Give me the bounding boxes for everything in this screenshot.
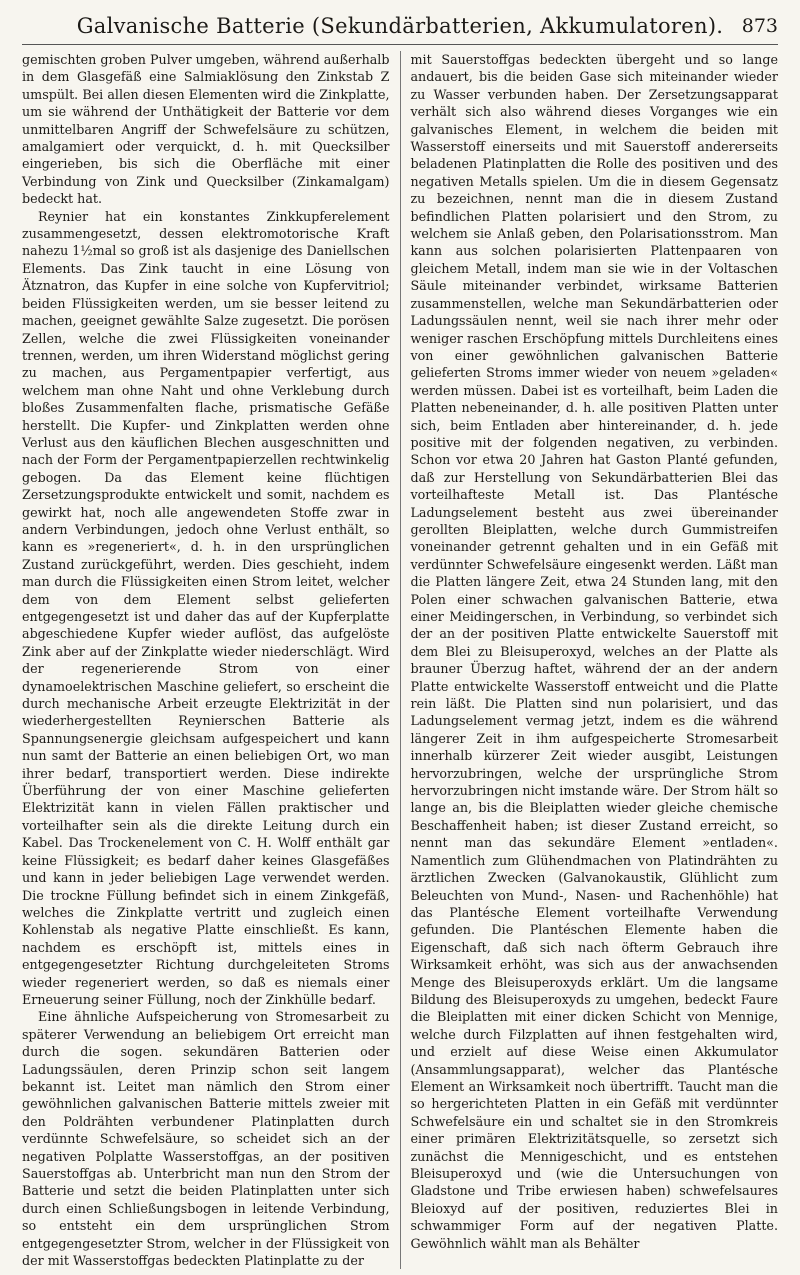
text-columns <box>22 51 778 1269</box>
column-divider <box>400 51 401 1269</box>
right-column <box>410 51 778 1269</box>
running-title: Galvanische Batterie (Sekundärbatterien, Akkumulatoren). <box>76 14 724 38</box>
page-header <box>22 6 778 45</box>
paragraph: mit Sauerstoffgas bedeckten übergeht und so lange andauert, bis die beiden Gase sich miteinander wieder zu Wasser verbunden haben. Der Zersetzungsapparat verhält sich also während dieses Vorganges wie ein galvanisches Element, in welchem die beiden mit Wasserstoff einerseits und mit Sauerstoff andererseits beladenen Platinplatten die Rolle des positiven und des negativen Metalls spielen. Um die in diesem Gegensatz zu bezeichnen, nennt man die in diesem Zustand befindlichen Platten polarisiert und den Strom, zu welchem sie Anlaß geben, den Polarisationsstrom. Man kann aus solchen polarisierten Plattenpaaren von gleichem Metall, indem man sie wie in der Voltaschen Säule miteinander verbindet, wirksame Batterien zusammenstellen, welche man Sekundärbatterien oder Ladungssäulen nennt, weil sie nach ihrer mehr oder weniger raschen Erschöpfung mittels Durchleitens eines von einer gewöhnlichen galvanischen Batterie gelieferten Stroms immer wieder von neuem »geladen« werden müssen. Dabei ist es vorteilhaft, beim Laden die Platten nebeneinander, d. h. alle positiven Platten unter sich, beim Entladen aber hintereinander, d. h. jede positive mit der folgenden negativen, zu verbinden. Schon vor etwa 20 Jahren hat Gaston Planté gefunden, daß zur Herstellung von Sekundärbatterien Blei das vorteilhafteste Metall ist. Das Plantésche Ladungselement besteht aus zwei übereinander gerollten Bleiplatten, welche durch Gummistreifen voneinander getrennt gehalten und in ein Gefäß mit verdünnter Schwefelsäure eingesenkt werden. Läßt man die Platten längere Zeit, etwa 24 Stunden lang, mit den Polen einer schwachen galvanischen Batterie, etwa einer Meidingerschen, in Verbindung, so verbindet sich der an der positiven Platte entwickelte Sauerstoff mit dem Blei zu Bleisuperoxyd, welches an der Platte als brauner Überzug haftet, während der an der andern Platte entwickelte Wasserstoff entweicht und die Platte rein läßt. Die Platten sind nun polarisiert, und das Ladungselement vermag jetzt, indem es die während längerer Zeit in ihm aufgespeicherte Stromesarbeit innerhalb kürzerer Zeit wieder ausgibt, Leistungen hervorzubringen, welche der ursprüngliche Strom hervorzubringen nicht imstande wäre. Der Strom hält so lange an, bis die Bleiplatten wieder gleiche chemische Beschaffenheit haben; ist dieser Zustand erreicht, so nennt man das sekundäre Element »entladen«. Namentlich zum Glühendmachen von Platindrähten zu ärztlichen Zwecken (Galvanokaustik, Glühlicht zum Beleuchten von Mund-, Nasen- und Rachenhöhle) hat das Plantésche Element vorteilhafte Verwendung gefunden. Die Plantéschen Elemente haben die Eigenschaft, daß sich nach öfterm Gebrauch ihre Wirksamkeit erhöht, was sich aus der anwachsenden Menge des Bleisuperoxyds erklärt. Um die langsame Bildung des Bleisuperoxyds zu umgehen, bedeckt Faure die Bleiplatten mit einer dicken Schicht von Mennige, welche durch Filzplatten auf ihnen festgehalten wird, und erzielt auf diese Weise einen Akkumulator (Ansammlungsapparat), welcher das Plantésche Element an Wirksamkeit noch übertrifft. Taucht man die so hergerichteten Platten in ein Gefäß mit verdünnter Schwefelsäure ein und schaltet sie in den Stromkreis einer primären Elektrizitätsquelle, so zersetzt sich zunächst die Mennigeschicht, und es entstehen Bleisuperoxyd und (wie die Untersuchungen von Gladstone und Tribe erwiesen haben) schwefelsaures Bleioxyd auf der positiven, reduziertes Blei in schwammiger Form auf der negativen Platte. Gewöhnlich wählt man als Behälter <box>410 52 778 1251</box>
left-column <box>22 51 390 1269</box>
page-number: 873 <box>741 15 778 37</box>
paragraph: gemischten groben Pulver umgeben, während außerhalb in dem Glasgefäß eine Salmiaklösung den Zinkstab Z umspült. Bei allen diesen Elementen wird die Zinkplatte, um sie während der Unthätigkeit der Batterie vor dem unmittelbaren Angriff der Schwefelsäure zu schützen, amalgamiert oder verquickt, d. h. mit Quecksilber eingerieben, bis sich die Oberfläche mit einer Verbindung von Zink und Quecksilber (Zinkamalgam) bedeckt hat. <box>22 52 390 207</box>
paragraph: Eine ähnliche Aufspeicherung von Stromesarbeit zu späterer Verwendung an beliebigem Ort erreicht man durch die sogen. sekundären Batterien oder Ladungssäulen, deren Prinzip schon seit langem bekannt ist. Leitet man nämlich den Strom einer gewöhnlichen galvanischen Batterie mittels zweier mit den Poldrähten verbundener Platinplatten durch verdünnte Schwefelsäure, so scheidet sich an der negativen Polplatte Wasserstoffgas, an der positiven Sauerstoffgas ab. Unterbricht man nun den Strom der Batterie und setzt die beiden Platinplatten unter sich durch einen Schließungsbogen in leitende Verbindung, so entsteht ein dem ursprünglichen Strom entgegengesetzter Strom, welcher in der Flüssigkeit von der mit Wasserstoffgas bedeckten Platinplatte zu der <box>22 1009 390 1269</box>
paragraph: Reynier hat ein konstantes Zinkkupferelement zusammengesetzt, dessen elektromotorische Kraft nahezu 1½mal so groß ist als dasjenige des Daniellschen Elements. Das Zink taucht in eine Lösung von Ätznatron, das Kupfer in eine solche von Kupfervitriol; beiden Flüssigkeiten werden, um sie besser leitend zu machen, geeignet gewählte Salze zugesetzt. Die porösen Zellen, welche die zwei Flüssigkeiten voneinander trennen, werden, um ihren Widerstand möglichst gering zu machen, aus Pergamentpapier verfertigt, aus welchem man ohne Naht und ohne Verklebung durch bloßes Zusammenfalten flache, prismatische Gefäße herstellt. Die Kupfer- und Zinkplatten werden ohne Verlust aus den käuflichen Blechen ausgeschnitten und nach der Form der Pergamentpapierzellen rechtwinkelig gebogen. Da das Element keine flüchtigen Zersetzungsprodukte entwickelt und somit, nachdem es gewirkt hat, noch alle angewendeten Stoffe zwar in andern Verbindungen, jedoch ohne Verlust enthält, so kann es »regeneriert«, d. h. in den ursprünglichen Zustand zurückgeführt, werden. Dies geschieht, indem man durch die Flüssigkeiten einen Strom leitet, welcher dem von dem Element selbst gelieferten entgegengesetzt ist und daher das auf der Kupferplatte abgeschiedene Kupfer wieder auflöst, das aufgelöste Zink aber auf der Zinkplatte wieder niederschlägt. Wird der regenerierende Strom von einer dynamoelektrischen Maschine geliefert, so erscheint die durch mechanische Arbeit erzeugte Elektrizität in der wiederhergestellten Reynierschen Batterie als Spannungsenergie gleichsam aufgespeichert und kann nun samt der Batterie an einen beliebigen Ort, wo man ihrer bedarf, transportiert werden. Diese indirekte Überführung der von einer Maschine gelieferten Elektrizität kann in vielen Fällen praktischer und vorteilhafter sein als die direkte Leitung durch ein Kabel. Das Trockenelement von C. H. Wolff enthält gar keine Flüssigkeit; es bedarf daher keines Glasgefäßes und kann in jeder beliebigen Lage verwendet werden. Die trockne Füllung befindet sich in einem Zinkgefäß, welches die Zinkplatte vertritt und zugleich einen Kohlenstab als negative Platte einschließt. Es kann, nachdem es erschöpft ist, mittels eines in entgegengesetzter Richtung durchgeleiteten Stroms wieder regeneriert werden, so daß es niemals einer Erneuerung seiner Füllung, noch der Zinkhülle bedarf. <box>22 208 390 1007</box>
